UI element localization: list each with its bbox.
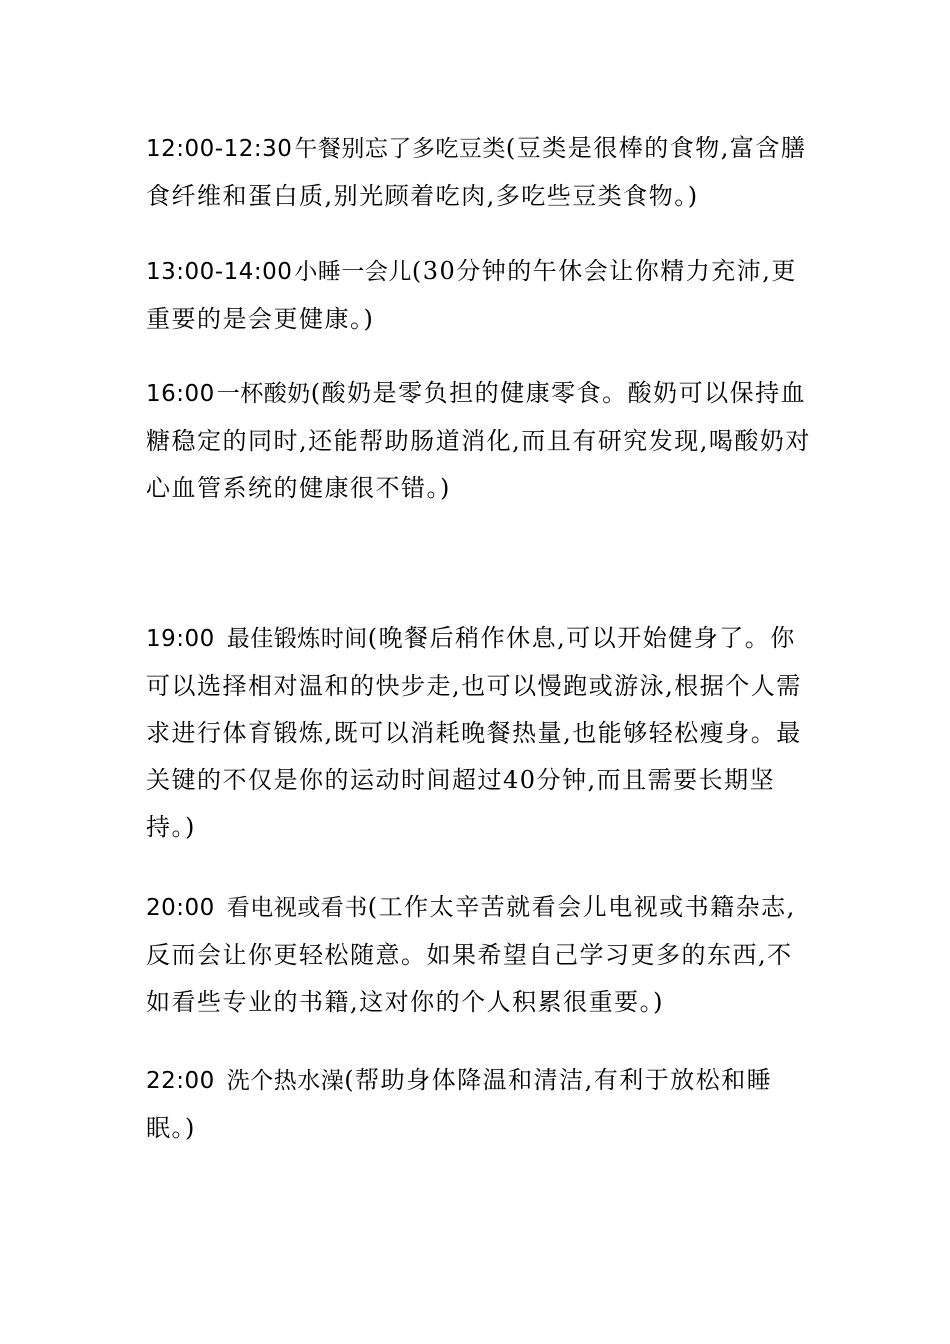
entry-text: (帮助身体降温和清洁,有利于放松和睡眠。) bbox=[146, 1066, 773, 1142]
entry-tv-or-book bbox=[146, 884, 818, 1026]
entry-title: 看电视或看书 bbox=[226, 895, 368, 921]
entry-title: 小睡一会儿 bbox=[294, 259, 412, 285]
entry-yogurt bbox=[146, 370, 818, 512]
entry-time: 16:00 bbox=[146, 381, 215, 407]
entry-text: (酸奶是零负担的健康零食。酸奶可以保持血糖稳定的同时,还能帮助肠道消化,而且有研究发现,喝酸奶对心血管系统的健康很不错。) bbox=[146, 379, 811, 502]
entry-title: 午餐别忘了多吃豆类 bbox=[294, 136, 506, 162]
entry-nap bbox=[146, 248, 818, 343]
entry-exercise bbox=[146, 615, 818, 851]
entry-time: 20:00 bbox=[146, 895, 215, 921]
entry-title: 一杯酸奶 bbox=[216, 381, 311, 407]
entry-text: (工作太辛苦就看会儿电视或书籍杂志,反而会让你更轻松随意。如果希望自己学习更多的东西,不如看些专业的书籍,这对你的个人积累很重要。) bbox=[146, 893, 796, 1016]
entry-time: 12:00-12:30 bbox=[146, 136, 293, 162]
entry-time: 13:00-14:00 bbox=[146, 259, 293, 285]
entry-text: (豆类是很棒的食物,富含膳食纤维和蛋白质,别光顾着吃肉,多吃些豆类食物。) bbox=[146, 134, 807, 210]
entry-title: 洗个热水澡 bbox=[226, 1068, 345, 1094]
entry-text: (30分钟的午休会让你精力充沛,更重要的是会更健康。) bbox=[146, 257, 797, 333]
entry-time: 22:00 bbox=[146, 1068, 215, 1094]
entry-hot-bath bbox=[146, 1057, 818, 1152]
entry-lunch bbox=[146, 125, 818, 220]
entry-text: (晚餐后稍作休息,可以开始健身了。你可以选择相对温和的快步走,也可以慢跑或游泳,根据个人需求进行体育锻炼,既可以消耗晚餐热量,也能够轻松瘦身。最关键的不仅是你的运动时间超过40分钟,而且需要长期坚持。) bbox=[146, 624, 802, 841]
entry-time: 19:00 bbox=[146, 626, 215, 652]
entry-title: 最佳锻炼时间 bbox=[226, 626, 368, 652]
